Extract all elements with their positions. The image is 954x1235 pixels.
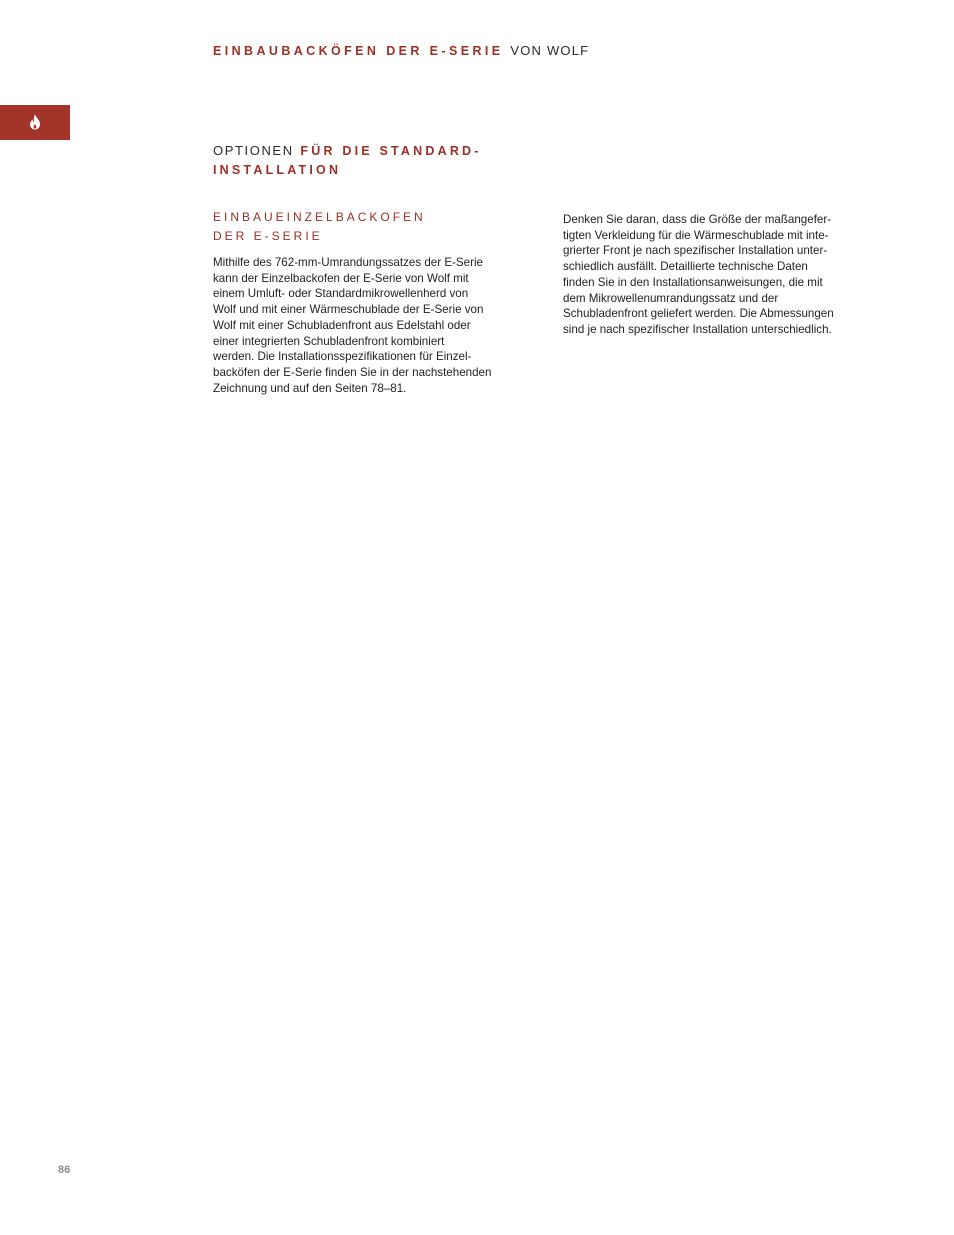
text-line: backöfen der E-Serie finden Sie in der nachstehenden: [213, 365, 492, 379]
section-tab: [0, 105, 70, 140]
text-line: einem Umluft- oder Standardmikrowellenherd von: [213, 287, 469, 301]
text-line: Denken Sie daran, dass die Größe der maßangefer-: [563, 213, 832, 226]
header-title-accent: EINBAUBACKÖFEN DER E-SERIE: [213, 44, 504, 58]
text-line: schiedlich ausfällt. Detaillierte technische Daten: [563, 260, 808, 274]
text-line: Schubladenfront geliefert werden. Die Abmessungen: [563, 307, 834, 321]
text-line: kann der Einzelbackofen der E-Serie von Wolf mit: [213, 271, 469, 285]
header-title-plain: VON WOLF: [510, 43, 590, 58]
page-number: 86: [58, 1164, 71, 1176]
subsection-title: [213, 208, 426, 246]
text-line: Wolf und mit einer Wärmeschublade der E-Serie von: [213, 303, 484, 317]
text-line: Wolf mit einer Schubladenfront aus Edelstahl oder: [213, 318, 471, 332]
section-title-accent-line2: INSTALLATION: [213, 163, 342, 177]
flame-icon: [29, 114, 41, 130]
subsection-title-line2: DER E-SERIE: [213, 229, 323, 243]
text-line: finden Sie in den Installationsanweisungen, die mit: [563, 275, 823, 289]
section-title-accent-line1: FÜR DIE STANDARD-: [300, 144, 482, 158]
right-column-text: [563, 212, 893, 338]
text-line: Mithilfe des 762-mm-Umrandungssatzes der E-Serie: [213, 256, 483, 269]
text-line: werden. Die Installationsspezifikationen für Einzel-: [213, 350, 472, 364]
section-title: [213, 141, 482, 180]
left-column-text: [213, 255, 543, 396]
section-title-plain: OPTIONEN: [213, 143, 294, 158]
text-line: dem Mikrowellenumrandungssatz und der: [563, 291, 779, 305]
running-header: [213, 43, 589, 59]
text-line: Zeichnung und auf den Seiten 78–81.: [213, 381, 407, 395]
text-line: einer integrierten Schubladenfront kombiniert: [213, 334, 445, 348]
subsection-title-line1: EINBAUEINZELBACKOFEN: [213, 210, 426, 224]
text-line: sind je nach spezifischer Installation unterschiedlich.: [563, 322, 832, 336]
text-line: grierter Front je nach spezifischer Installation unter-: [563, 244, 828, 258]
text-line: tigten Verkleidung für die Wärmeschublade mit inte-: [563, 228, 829, 242]
